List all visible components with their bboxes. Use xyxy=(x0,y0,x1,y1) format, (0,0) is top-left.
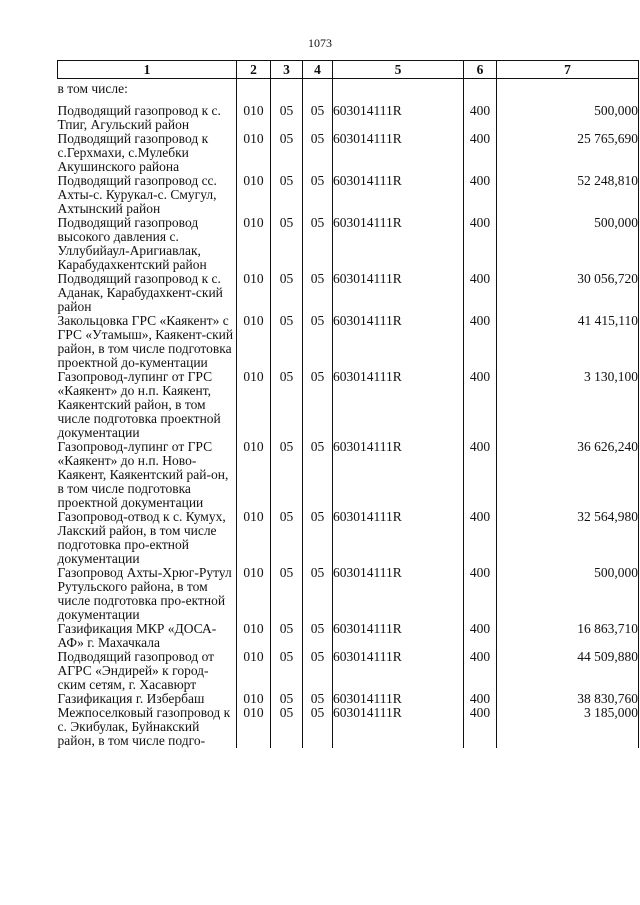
row-code-2: 010 xyxy=(237,440,271,510)
row-code-6: 400 xyxy=(464,650,497,692)
column-header-4: 4 xyxy=(303,61,333,79)
row-code-6: 400 xyxy=(464,216,497,272)
row-code-2: 010 xyxy=(237,132,271,174)
row-amount: 30 056,720 xyxy=(497,272,639,314)
row-name: Закольцовка ГРС «Каякент» с ГРС «Утамыш», Каякент-ский район, в том числе подготовка проектной до-кументации xyxy=(58,314,237,370)
table-row xyxy=(58,174,639,216)
row-code-4: 05 xyxy=(303,440,333,510)
row-code-4: 05 xyxy=(303,314,333,370)
row-code-5: 603014111R xyxy=(333,566,464,622)
row-code-5: 603014111R xyxy=(333,216,464,272)
row-code-2: 010 xyxy=(237,272,271,314)
row-amount: 44 509,880 xyxy=(497,650,639,692)
row-code-6: 400 xyxy=(464,510,497,566)
row-code-2: 010 xyxy=(237,174,271,216)
row-code-2: 010 xyxy=(237,566,271,622)
row-code-5: 603014111R xyxy=(333,174,464,216)
row-name: Газификация г. Избербаш xyxy=(58,692,237,706)
row-code-3: 05 xyxy=(271,650,303,692)
row-code-2: 010 xyxy=(237,314,271,370)
row-amount: 500,000 xyxy=(497,566,639,622)
row-code-5: 603014111R xyxy=(333,132,464,174)
row-code-3: 05 xyxy=(271,706,303,748)
table-row xyxy=(58,132,639,174)
table-row xyxy=(58,692,639,706)
row-code-6: 400 xyxy=(464,174,497,216)
row-amount: 3 185,000 xyxy=(497,706,639,748)
column-header-5: 5 xyxy=(333,61,464,79)
table-row xyxy=(58,370,639,440)
row-code-6: 400 xyxy=(464,314,497,370)
row-code-4: 05 xyxy=(303,272,333,314)
column-header-3: 3 xyxy=(271,61,303,79)
row-code-5: 603014111R xyxy=(333,440,464,510)
row-name: Подводящий газопровод к с. Аданак, Карабудахкент-ский район xyxy=(58,272,237,314)
row-name: Подводящий газопровод высокого давления с. Уллубийаул-Аригиавлак, Карабудахкентский район xyxy=(58,216,237,272)
row-amount: 38 830,760 xyxy=(497,692,639,706)
intro-row xyxy=(58,79,639,105)
row-code-3: 05 xyxy=(271,510,303,566)
column-header-1: 1 xyxy=(58,61,237,79)
row-code-4: 05 xyxy=(303,370,333,440)
row-code-4: 05 xyxy=(303,132,333,174)
row-code-4: 05 xyxy=(303,706,333,748)
row-code-3: 05 xyxy=(271,440,303,510)
row-code-3: 05 xyxy=(271,104,303,132)
row-code-4: 05 xyxy=(303,692,333,706)
row-amount: 16 863,710 xyxy=(497,622,639,650)
row-code-2: 010 xyxy=(237,692,271,706)
table-row xyxy=(58,566,639,622)
row-code-6: 400 xyxy=(464,622,497,650)
row-code-6: 400 xyxy=(464,706,497,748)
row-code-3: 05 xyxy=(271,314,303,370)
row-code-4: 05 xyxy=(303,650,333,692)
row-code-6: 400 xyxy=(464,440,497,510)
row-amount: 500,000 xyxy=(497,216,639,272)
row-code-3: 05 xyxy=(271,370,303,440)
row-name: Подводящий газопровод к с. Тпиг, Агульский район xyxy=(58,104,237,132)
row-code-4: 05 xyxy=(303,566,333,622)
column-header-6: 6 xyxy=(464,61,497,79)
row-code-6: 400 xyxy=(464,692,497,706)
row-code-5: 603014111R xyxy=(333,650,464,692)
header-row xyxy=(58,61,639,79)
row-code-5: 603014111R xyxy=(333,510,464,566)
row-code-3: 05 xyxy=(271,566,303,622)
row-name: Подводящий газопровод от АГРС «Эндирей» к город-ским сетям, г. Хасавюрт xyxy=(58,650,237,692)
intro-label: в том числе: xyxy=(58,79,237,105)
row-code-4: 05 xyxy=(303,622,333,650)
row-code-2: 010 xyxy=(237,706,271,748)
row-code-3: 05 xyxy=(271,622,303,650)
row-amount: 36 626,240 xyxy=(497,440,639,510)
table-row xyxy=(58,314,639,370)
row-code-2: 010 xyxy=(237,650,271,692)
row-code-2: 010 xyxy=(237,510,271,566)
table-row xyxy=(58,650,639,692)
row-code-5: 603014111R xyxy=(333,692,464,706)
row-code-6: 400 xyxy=(464,104,497,132)
row-code-6: 400 xyxy=(464,132,497,174)
row-amount: 500,000 xyxy=(497,104,639,132)
row-name: Газопровод Ахты-Хрюг-Рутул Рутульского района, в том числе подготовка про-ектной документации xyxy=(58,566,237,622)
row-code-3: 05 xyxy=(271,216,303,272)
row-amount: 3 130,100 xyxy=(497,370,639,440)
row-code-4: 05 xyxy=(303,104,333,132)
page-number: 1073 xyxy=(308,36,332,50)
row-code-3: 05 xyxy=(271,272,303,314)
row-code-2: 010 xyxy=(237,216,271,272)
budget-table xyxy=(57,60,639,748)
row-amount: 32 564,980 xyxy=(497,510,639,566)
table-row xyxy=(58,706,639,748)
row-code-4: 05 xyxy=(303,174,333,216)
row-code-2: 010 xyxy=(237,370,271,440)
table-row xyxy=(58,510,639,566)
row-code-6: 400 xyxy=(464,370,497,440)
row-code-2: 010 xyxy=(237,622,271,650)
table-row xyxy=(58,104,639,132)
row-code-2: 010 xyxy=(237,104,271,132)
row-amount: 52 248,810 xyxy=(497,174,639,216)
row-amount: 25 765,690 xyxy=(497,132,639,174)
row-code-6: 400 xyxy=(464,272,497,314)
row-code-5: 603014111R xyxy=(333,314,464,370)
row-name: Газопровод-лупинг от ГРС «Каякент» до н.п. Каякент, Каякентский район, в том числе подготовка проектной документации xyxy=(58,370,237,440)
row-code-5: 603014111R xyxy=(333,622,464,650)
row-name: Газопровод-лупинг от ГРС «Каякент» до н.п. Ново-Каякент, Каякентский рай-он, в том числе подготовка проектной документации xyxy=(58,440,237,510)
row-name: Подводящий газопровод сс. Ахты-с. Курукал-с. Смугул, Ахтынский район xyxy=(58,174,237,216)
row-code-3: 05 xyxy=(271,132,303,174)
table-row xyxy=(58,622,639,650)
table-row xyxy=(58,440,639,510)
row-name: Газопровод-отвод к с. Кумух, Лакский район, в том числе подготовка про-ектной документации xyxy=(58,510,237,566)
row-code-3: 05 xyxy=(271,692,303,706)
row-name: Подводящий газопровод к с.Герхмахи, с.Мулебки Акушинского района xyxy=(58,132,237,174)
row-name: Межпоселковый газопровод к с. Экибулак, Буйнакский район, в том числе подго- xyxy=(58,706,237,748)
row-code-4: 05 xyxy=(303,216,333,272)
column-header-7: 7 xyxy=(497,61,639,79)
row-amount: 41 415,110 xyxy=(497,314,639,370)
row-code-5: 603014111R xyxy=(333,706,464,748)
table-row xyxy=(58,272,639,314)
row-name: Газификация МКР «ДОСА-АФ» г. Махачкала xyxy=(58,622,237,650)
row-code-5: 603014111R xyxy=(333,370,464,440)
row-code-3: 05 xyxy=(271,174,303,216)
row-code-6: 400 xyxy=(464,566,497,622)
column-header-2: 2 xyxy=(237,61,271,79)
row-code-5: 603014111R xyxy=(333,272,464,314)
row-code-4: 05 xyxy=(303,510,333,566)
table-row xyxy=(58,216,639,272)
row-code-5: 603014111R xyxy=(333,104,464,132)
